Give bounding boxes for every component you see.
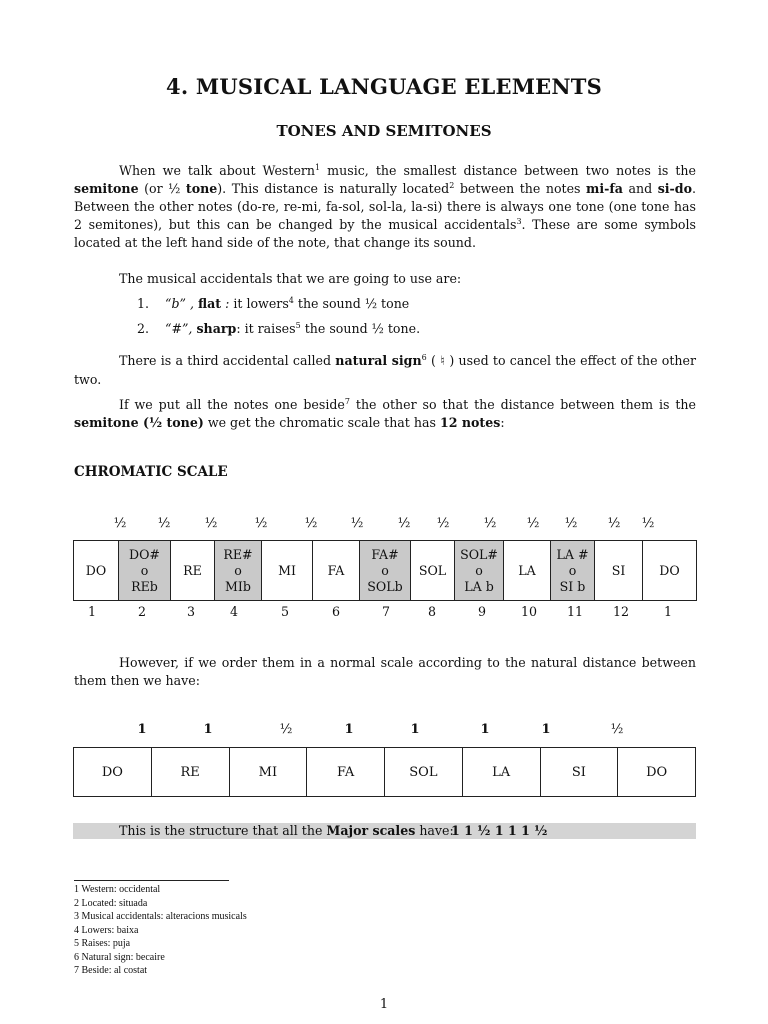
note-number: 12 bbox=[612, 604, 630, 619]
intro-paragraph bbox=[74, 162, 696, 252]
structure-text bbox=[119, 823, 454, 839]
major-scale-intervals bbox=[0, 722, 768, 740]
interval-label: ½ bbox=[610, 722, 624, 737]
chromatic-note-numbers bbox=[0, 604, 768, 620]
note-label: DO bbox=[85, 562, 107, 578]
footnote: 3 Musical accidentals: alteracions musicals bbox=[74, 911, 247, 922]
text-run: ). This distance is naturally located bbox=[217, 181, 450, 196]
note-cell-accidental bbox=[360, 541, 411, 601]
footnote-ref[interactable]: 6 bbox=[421, 352, 427, 362]
note-number: 8 bbox=[427, 604, 437, 619]
footnote: 2 Located: situada bbox=[74, 897, 148, 909]
bold-term: semitone (½ tone) bbox=[74, 415, 204, 430]
note-cell: DO bbox=[618, 748, 696, 797]
interval-label: ½ bbox=[483, 516, 497, 531]
note-number: 7 bbox=[381, 604, 391, 619]
sharp-note: SOL# bbox=[460, 546, 498, 562]
list-item-sharp bbox=[137, 321, 420, 336]
note-cell: RE bbox=[151, 748, 229, 797]
note-number: 6 bbox=[331, 604, 341, 619]
note-number: 3 bbox=[186, 604, 196, 619]
note-number: 1 bbox=[663, 604, 673, 619]
footnote-ref[interactable]: 7 bbox=[344, 396, 350, 406]
interval-label: ½ bbox=[641, 516, 655, 531]
note-label: MI bbox=[278, 562, 296, 578]
bold-term: 12 notes bbox=[439, 415, 501, 430]
note-label: LA bbox=[518, 562, 536, 578]
note-cell bbox=[595, 541, 643, 601]
note-cell: LA bbox=[462, 748, 540, 797]
sharp-note: RE# bbox=[223, 546, 253, 562]
section-subtitle: TONES AND SEMITONES bbox=[276, 122, 492, 140]
text-run: There is a third accidental called bbox=[119, 353, 336, 368]
flat-note: MIb bbox=[225, 578, 251, 594]
note-cell-accidental bbox=[119, 541, 171, 601]
bold-term: semitone bbox=[74, 181, 139, 196]
interval-label: ½ bbox=[204, 516, 218, 531]
footnote: 6 Natural sign: becaire bbox=[74, 951, 165, 963]
page-number: 1 bbox=[379, 997, 389, 1012]
footnote-ref[interactable]: 5 bbox=[295, 320, 301, 330]
footnote: 4 Lowers: baixa bbox=[74, 924, 139, 936]
bold-term: natural sign bbox=[335, 353, 422, 368]
text-run: : bbox=[500, 415, 505, 430]
list-number: 1. bbox=[137, 296, 150, 311]
structure-pattern: 1 1 ½ 1 1 1 ½ bbox=[451, 823, 548, 838]
text-run: we get the chromatic scale that has bbox=[203, 415, 440, 430]
text-run: (or ½ bbox=[138, 181, 186, 196]
text-run: : bbox=[236, 321, 245, 336]
note-cell bbox=[643, 541, 697, 601]
note-cell: SOL bbox=[385, 748, 463, 797]
footnote: 1 Western: occidental bbox=[74, 884, 161, 895]
interval-label: ½ bbox=[397, 516, 411, 531]
sharp-note: FA# bbox=[371, 546, 399, 562]
major-scale-table bbox=[73, 747, 696, 797]
note-cell bbox=[504, 541, 551, 601]
note-label: FA bbox=[327, 562, 345, 578]
note-cell: SI bbox=[540, 748, 618, 797]
flat-note: REb bbox=[131, 578, 158, 594]
footnote-ref[interactable]: 4 bbox=[288, 295, 294, 305]
chromatic-intro-paragraph bbox=[74, 396, 696, 432]
page-title: 4. MUSICAL LANGUAGE ELEMENTS bbox=[166, 74, 602, 99]
interval-label: ½ bbox=[279, 722, 293, 737]
or-label: o bbox=[568, 562, 577, 578]
note-label: SOL bbox=[418, 562, 447, 578]
note-cell: MI bbox=[229, 748, 307, 797]
flat-note: LA b bbox=[464, 578, 494, 594]
bold-term: sharp bbox=[196, 321, 237, 336]
flat-note: SOLb bbox=[367, 578, 403, 594]
interval-label: ½ bbox=[157, 516, 171, 531]
major-scale-paragraph: However, if we order them in a normal scale according to the natural distance between them then we have: bbox=[74, 655, 696, 688]
interval-label: ½ bbox=[607, 516, 621, 531]
interval-label: ½ bbox=[304, 516, 318, 531]
note-number: 11 bbox=[566, 604, 584, 619]
note-number: 5 bbox=[280, 604, 290, 619]
note-number: 10 bbox=[520, 604, 538, 619]
list-item-flat bbox=[137, 296, 409, 311]
text-run: ( bbox=[426, 353, 441, 368]
text-run: and bbox=[622, 181, 658, 196]
note-cell: FA bbox=[307, 748, 385, 797]
accidentals-intro: The musical accidentals that we are going to use are: bbox=[119, 271, 462, 286]
list-number: 2. bbox=[137, 321, 150, 336]
bold-term: flat bbox=[197, 296, 222, 311]
text-run: . These are some symbols located at the left hand side of the note, that change its sound. bbox=[74, 217, 696, 250]
interval-label: 1 bbox=[203, 722, 213, 737]
note-number: 2 bbox=[137, 604, 147, 619]
or-label: o bbox=[381, 562, 389, 578]
or-label: o bbox=[140, 562, 149, 578]
flat-note: SI b bbox=[559, 578, 586, 594]
text-run: This is the structure that all the bbox=[119, 823, 327, 838]
bold-term: Major scales bbox=[326, 823, 416, 838]
footnote-ref[interactable]: 3 bbox=[516, 216, 522, 226]
note-number: 9 bbox=[477, 604, 487, 619]
text-run: : bbox=[221, 296, 234, 311]
note-cell bbox=[411, 541, 455, 601]
note-number: 4 bbox=[229, 604, 239, 619]
interval-label: ½ bbox=[254, 516, 268, 531]
flat-symbol: “b” , bbox=[165, 296, 194, 311]
sharp-symbol: “#”, bbox=[165, 321, 193, 336]
text-run: between the notes bbox=[454, 181, 587, 196]
footnotes bbox=[74, 883, 247, 978]
interval-label: ½ bbox=[113, 516, 127, 531]
text-run: the other so that the distance between them is the bbox=[349, 397, 696, 412]
bold-term: si-do bbox=[657, 181, 692, 196]
note-label: DO bbox=[659, 562, 680, 578]
major-structure-bar bbox=[73, 823, 696, 839]
note-cell-accidental bbox=[551, 541, 595, 601]
interval-label: ½ bbox=[436, 516, 450, 531]
note-number: 1 bbox=[87, 604, 97, 619]
text-run: the sound ½ tone bbox=[293, 296, 410, 311]
text-run: the sound ½ tone. bbox=[300, 321, 421, 336]
interval-label: 1 bbox=[137, 722, 147, 737]
interval-label: ½ bbox=[526, 516, 540, 531]
text-run: ) used to cancel the effect of the other two. bbox=[74, 353, 697, 387]
footnote-divider bbox=[74, 880, 229, 881]
or-label: o bbox=[234, 562, 242, 578]
footnote: 7 Beside: al costat bbox=[74, 965, 148, 976]
note-cell bbox=[74, 541, 119, 601]
interval-label: ½ bbox=[350, 516, 364, 531]
text-run: If we put all the notes one beside bbox=[119, 397, 345, 412]
note-label: RE bbox=[183, 562, 202, 578]
note-cell bbox=[313, 541, 360, 601]
natural-sign-icon: ♮ bbox=[440, 354, 446, 369]
text-run: have: bbox=[415, 823, 454, 838]
note-cell-accidental bbox=[455, 541, 504, 601]
chromatic-scale-table bbox=[73, 540, 697, 601]
bold-term: mi-fa bbox=[586, 181, 623, 196]
text-run: music, the smallest distance between two notes is the bbox=[320, 163, 696, 178]
text-run: . Between the other notes (do-re, re-mi, fa-sol, sol-la, la-si) there is always one tone (one tone has 2 semitones), but this can be changed by the musical accidentals bbox=[74, 181, 697, 232]
or-label: o bbox=[475, 562, 483, 578]
natural-sign-paragraph bbox=[74, 352, 696, 389]
text-run: it raises bbox=[244, 321, 296, 336]
sharp-note: DO# bbox=[129, 546, 160, 562]
chromatic-scale-heading: CHROMATIC SCALE bbox=[74, 464, 228, 480]
text-run: it lowers bbox=[233, 296, 289, 311]
interval-label: 1 bbox=[344, 722, 354, 737]
bold-term: tone bbox=[185, 181, 218, 196]
footnote: 5 Raises: puja bbox=[74, 938, 131, 949]
note-cell-accidental bbox=[215, 541, 262, 601]
note-cell bbox=[171, 541, 215, 601]
footnote-ref[interactable]: 2 bbox=[449, 180, 455, 190]
chromatic-intervals bbox=[0, 516, 768, 534]
note-cell: DO bbox=[74, 748, 152, 797]
note-cell bbox=[262, 541, 313, 601]
footnote-ref[interactable]: 1 bbox=[315, 162, 321, 172]
note-label: SI bbox=[611, 562, 626, 578]
sharp-note: LA # bbox=[556, 546, 589, 562]
text-run: When we talk about Western bbox=[119, 163, 316, 178]
interval-label: 1 bbox=[480, 722, 490, 737]
interval-label: 1 bbox=[410, 722, 420, 737]
interval-label: 1 bbox=[541, 722, 551, 737]
interval-label: ½ bbox=[564, 516, 578, 531]
